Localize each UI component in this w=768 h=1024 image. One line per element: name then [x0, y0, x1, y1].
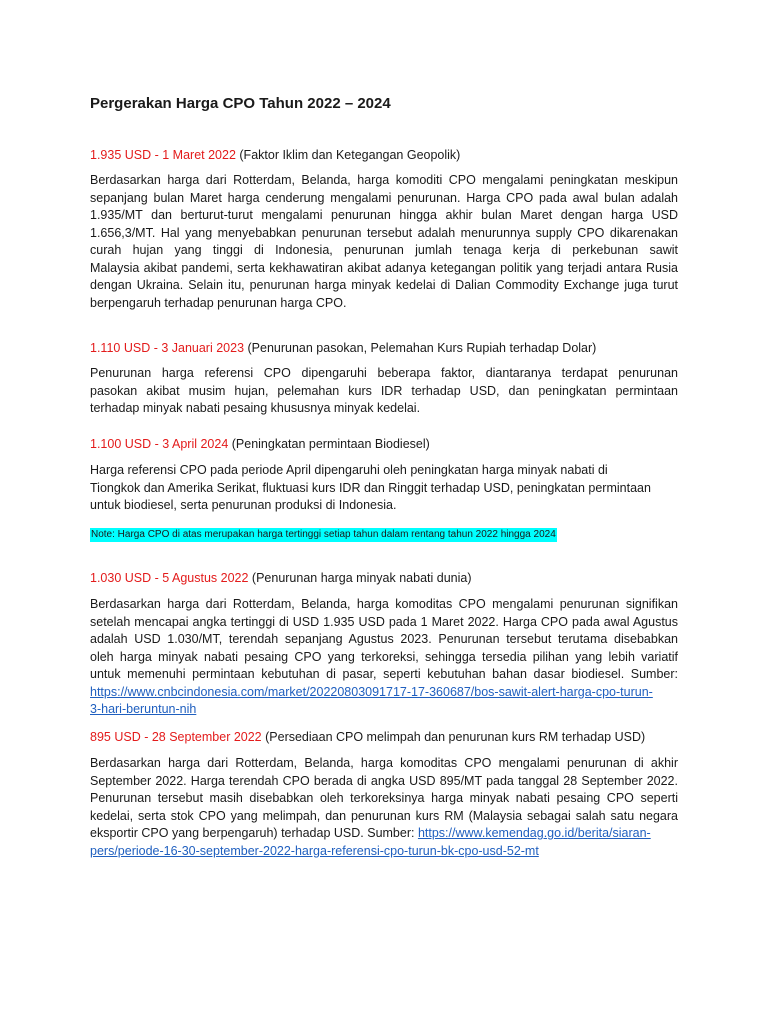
- paragraph-line: setelah mencapai angka tertinggi di USD 1.935 USD pada 1 Maret 2022. Harga CPO pada awal Agustus: [90, 614, 678, 629]
- paragraph-line: Tiongkok dan Amerika Serikat, fluktuasi kurs IDR dan Ringgit terhadap USD, peningkatan permintaan: [90, 480, 651, 495]
- source-link-kemendag-continued[interactable]: pers/periode-16-30-september-2022-harga-referensi-cpo-turun-bk-cpo-usd-52-mt: [90, 843, 539, 858]
- highlighted-note: Note: Harga CPO di atas merupakan harga tertinggi setiap tahun dalam rentang tahun 2022 hingga 2024: [91, 529, 556, 540]
- paragraph-line: oleh harga minyak nabati pesaing CPO yang terkoreksi, sehingga tersedia pilihan yang lebih variatif: [90, 649, 678, 664]
- factor-label: (Persediaan CPO melimpah dan penurunan kurs RM terhadap USD): [261, 730, 646, 744]
- paragraph-line: adalah USD 1.030/MT, terendah sepanjang Agustus 2023. Penurunan tersebut terutama disebabkan: [90, 632, 678, 646]
- section-paragraph-2024-april: [90, 462, 678, 515]
- factor-label: (Penurunan harga minyak nabati dunia): [248, 571, 472, 585]
- paragraph-line: untuk memenuhi permintaan kebutuhan di pasar, seperti kebutuhan bahan dasar biodiesel. Sumber:: [90, 667, 678, 681]
- source-link-kemendag[interactable]: https://www.kemendag.go.id/berita/siaran-: [417, 826, 651, 840]
- paragraph-line: dengan Ukraina. Selain itu, penurunan harga minyak kedelai di Dalian Commodity Exchange juga turut: [90, 278, 678, 292]
- paragraph-line: Berdasarkan harga dari Rotterdam, Belanda, harga komoditas CPO mengalami penurunan signifikan: [90, 597, 678, 611]
- section-heading-2024-april: [90, 435, 430, 453]
- paragraph-text: eksportir CPO yang berpengaruh) terhadap USD. Sumber:: [90, 826, 418, 840]
- price-date: 1.100 USD - 3 April 2024: [90, 437, 229, 451]
- paragraph-line: sepanjang bulan Maret harga cenderung mengalami penurunan. Harga CPO pada awal bulan adalah: [90, 190, 678, 205]
- paragraph-line: [90, 825, 678, 843]
- paragraph-line: Penurunan tersebut masih disebabkan oleh terkoreksinya harga minyak nabati pesaing CPO seperti: [90, 791, 678, 805]
- paragraph-line: Berdasarkan harga dari Rotterdam, Belanda, harga komoditas CPO mengalami penurunan di akhir: [90, 756, 678, 770]
- paragraph-line: berpengaruh terhadap penurunan harga CPO.: [90, 295, 347, 310]
- section-heading-2022-september: [90, 728, 645, 746]
- paragraph-line: pasokan akibat musim hujan, pelemahan kurs IDR terhadap USD, dan peningkatan permintaan: [90, 383, 678, 398]
- price-date: 1.110 USD - 3 Januari 2023: [90, 341, 245, 355]
- paragraph-line: Berdasarkan harga dari Rotterdam, Belanda, harga komoditi CPO mengalami peningkatan meskipun: [90, 173, 678, 187]
- paragraph-line: Malaysia akibat pandemi, serta kekhawatiran akibat adanya ketegangan politik yang terjadi antara Rusia: [90, 260, 678, 275]
- paragraph-line: curah hujan yang tinggi di Indonesia, penurunan jumlah tenaga kerja di perkebunan sawit: [90, 243, 678, 257]
- source-link-cnbc-continued[interactable]: 3-hari-beruntun-nih: [90, 702, 197, 716]
- paragraph-line: Penurunan harga referensi CPO dipengaruhi beberapa faktor, diantaranya terdapat penurunan: [90, 366, 678, 380]
- paragraph-line: terhadap minyak nabati pesaing khususnya minyak kedelai.: [90, 401, 421, 415]
- section-heading-2023-january: [90, 339, 596, 357]
- paragraph-line: September 2022. Harga terendah CPO berada di angka USD 895/MT pada tanggal 28 September 2022.: [90, 773, 678, 788]
- section-paragraph-2023-january: [90, 365, 678, 418]
- factor-label: (Faktor Iklim dan Ketegangan Geopolik): [235, 148, 461, 162]
- factor-label: (Peningkatan permintaan Biodiesel): [228, 437, 430, 451]
- section-heading-2022-march: [90, 146, 460, 164]
- section-paragraph-2022-march: [90, 172, 678, 312]
- section-paragraph-2022-september: [90, 755, 678, 860]
- price-date: 1.030 USD - 5 Agustus 2022: [90, 571, 249, 585]
- document-title: Pergerakan Harga CPO Tahun 2022 – 2024: [90, 95, 391, 112]
- price-date: 895 USD - 28 September 2022: [90, 730, 262, 744]
- factor-label: (Penurunan pasokan, Pelemahan Kurs Rupiah terhadap Dolar): [244, 341, 597, 355]
- price-date: 1.935 USD - 1 Maret 2022: [90, 148, 236, 162]
- section-heading-2022-august: [90, 569, 472, 587]
- paragraph-line: 1.656,3/MT. Hal yang menyebabkan penurunan tersebut adalah menurunnya supply CPO dikarenakan: [90, 225, 678, 240]
- paragraph-line: untuk biodiesel, serta penurunan produksi di Indonesia.: [90, 498, 397, 512]
- source-link-cnbc[interactable]: https://www.cnbcindonesia.com/market/20220803091717-17-360687/bos-sawit-alert-harga-cpo-turun-: [90, 684, 653, 699]
- section-paragraph-2022-august: [90, 596, 678, 719]
- paragraph-line: Harga referensi CPO pada periode April dipengaruhi oleh peningkatan harga minyak nabati di: [90, 463, 608, 477]
- paragraph-line: kedelai, serta stok CPO yang melimpah, dan penurunan kurs RM (Malaysia sebagai salah satu negara: [90, 808, 678, 823]
- paragraph-line: 1.935/MT dan berturut-turut mengalami penurunan hingga akhir bulan Maret dengan harga USD: [90, 208, 678, 222]
